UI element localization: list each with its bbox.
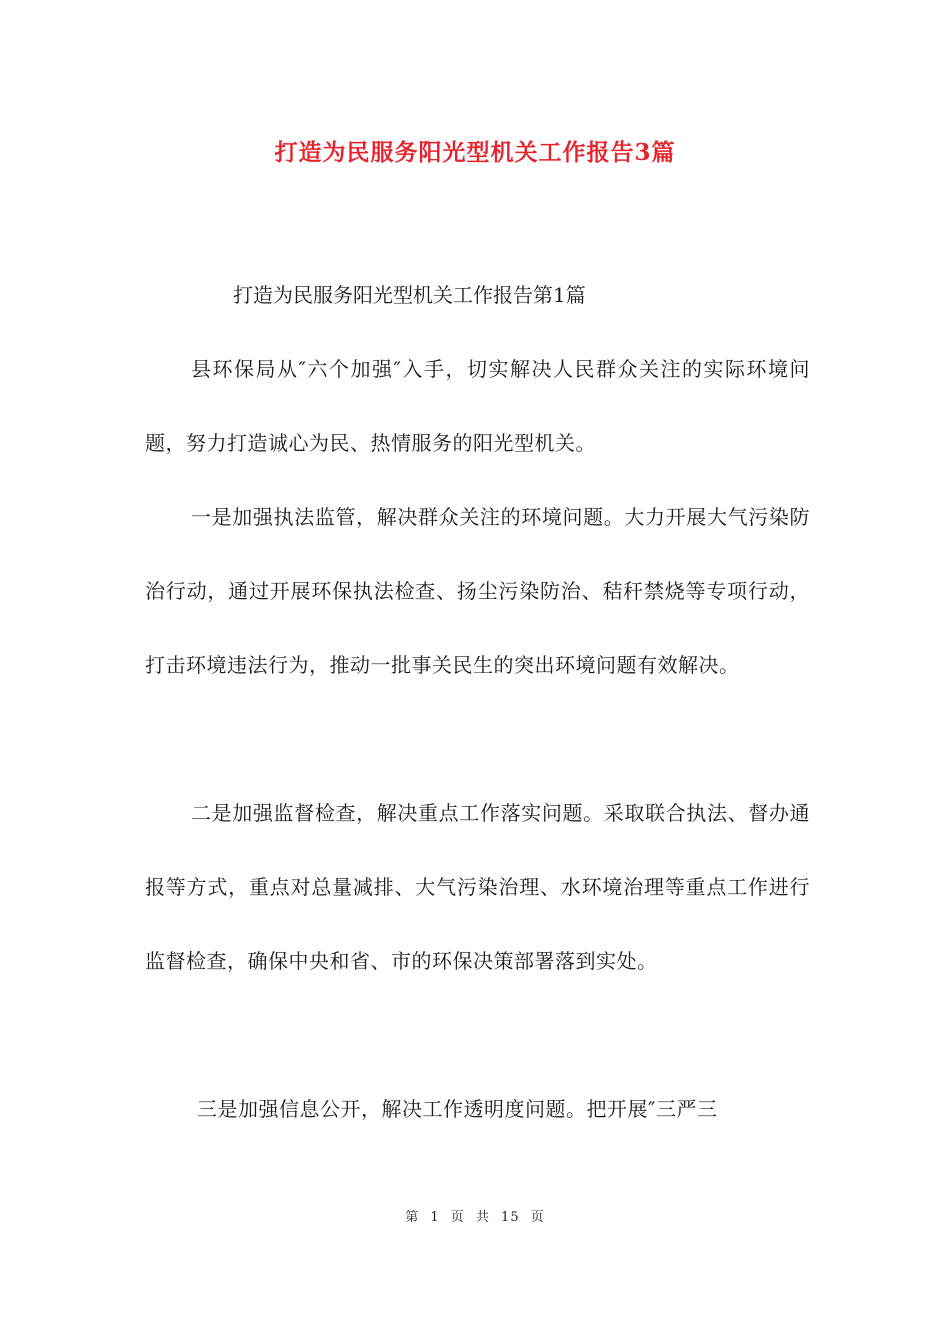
- paragraph-item-1: 一是加强执法监管，解决群众关注的环境问题。大力开展大气污染防治行动，通过开展环保执法检查、扬尘污染防治、秸秆禁烧等专项行动，打击环境违法行为，推动一批事关民生的突出环境问题有效解决。: [145, 505, 810, 677]
- paragraph-item-2: 二是加强监督检查，解决重点工作落实问题。采取联合执法、督办通报等方式，重点对总量减排、大气污染治理、水环境治理等重点工作进行监督检查，确保中央和省、市的环保决策部署落到实处。: [145, 801, 810, 973]
- paragraph-intro: 县环保局从″六个加强″入手，切实解决人民群众关注的实际环境问题，努力打造诚心为民、热情服务的阳光型机关。: [145, 357, 810, 455]
- document-title: 打造为民服务阳光型机关工作报告3篇: [274, 139, 676, 166]
- paragraph-item-3: 三是加强信息公开，解决工作透明度问题。把开展″三严三: [197, 1097, 718, 1121]
- section-heading: 打造为民服务阳光型机关工作报告第1篇: [233, 283, 586, 307]
- page-number-footer: 第 1 页 共 15 页: [405, 1210, 545, 1225]
